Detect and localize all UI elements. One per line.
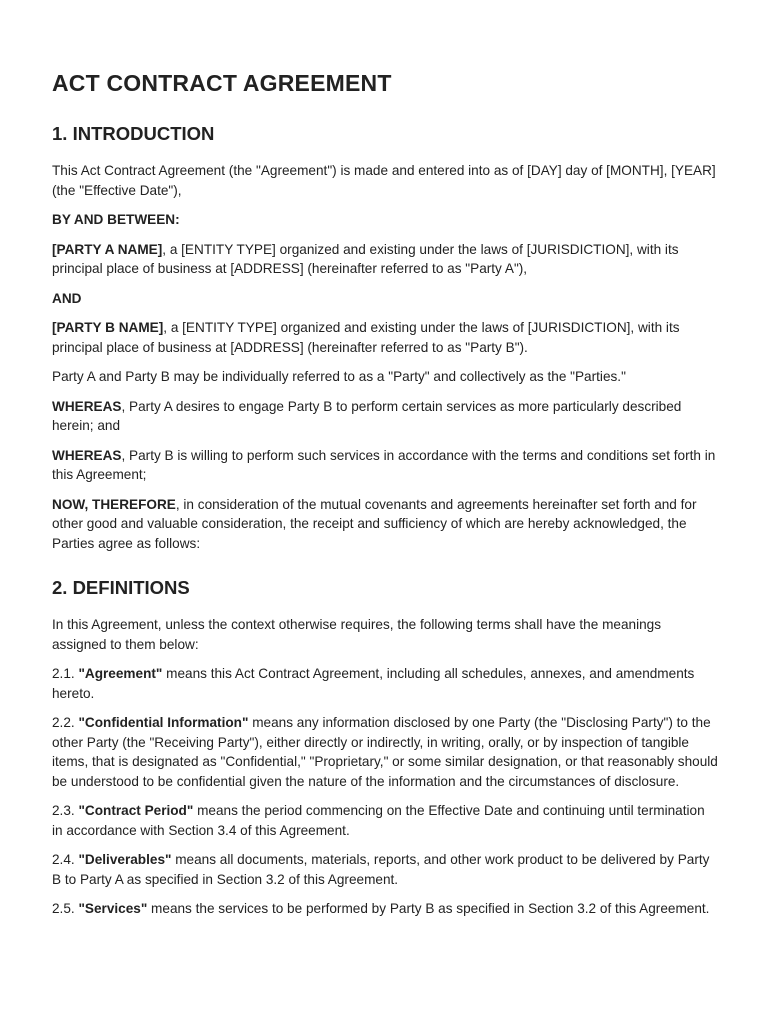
whereas-label: WHEREAS [52,398,122,414]
now-therefore-label: NOW, THEREFORE [52,496,176,512]
party-b-paragraph [52,318,718,357]
party-a-paragraph [52,240,718,279]
whereas-text: , Party A desires to engage Party B to perform certain services as more particularly described herein; and [52,398,682,433]
definition-number: 2.1. [52,666,79,681]
definition-item [52,899,718,919]
definition-term: "Confidential Information" [78,715,249,730]
party-b-name: [PARTY B NAME] [52,320,164,335]
definition-term: "Services" [78,901,148,916]
parties-paragraph: Party A and Party B may be individually referred to as a "Party" and collectively as the "Parties." [52,369,626,384]
definition-number: 2.2. [52,715,79,730]
section-heading-definitions: 2. DEFINITIONS [52,577,190,598]
definition-term: "Deliverables" [78,852,172,867]
party-b-description: , a [ENTITY TYPE] organized and existing under the laws of [JURISDICTION], with its principal place of business at [ADDRESS] (hereinafter referred to as "Party B"). [52,320,680,355]
definition-text: means any information disclosed by one Party (the "Disclosing Party") to the other Party (the "Receiving Party"), either directly or indirectly, in writing, orally, or by inspection of tangible items, that is designated as "Confidential," "Proprietary," or some similar designation, or that reasonably should be understood to be confidential given the nature of the information and the circumstances of disclosure. [52,715,718,789]
by-and-between [52,210,718,230]
definition-item [52,801,718,840]
by-and-between-label: BY AND BETWEEN: [52,212,180,227]
party-a-description: , a [ENTITY TYPE] organized and existing under the laws of [JURISDICTION], with its principal place of business at [ADDRESS] (hereinafter referred to as "Party A"), [52,241,679,276]
definition-text: means the services to be performed by Party B as specified in Section 3.2 of this Agreement. [147,901,710,916]
definition-text: means this Act Contract Agreement, including all schedules, annexes, and amendments hereto. [52,666,695,701]
definition-number: 2.4. [52,852,79,867]
definition-term: "Agreement" [78,666,163,681]
definitions-intro: In this Agreement, unless the context otherwise requires, the following terms shall have the meanings assigned to them below: [52,617,662,652]
now-therefore-text: , in consideration of the mutual covenants and agreements hereinafter set forth and for other good and valuable consideration, the receipt and sufficiency of which are hereby acknowledged, the Parties agree as follows: [52,496,697,551]
definition-item [52,713,718,791]
now-therefore-paragraph [52,495,718,554]
section-heading-introduction: 1. INTRODUCTION [52,123,215,144]
whereas-text: , Party B is willing to perform such services in accordance with the terms and conditions set forth in this Agreement; [52,447,716,482]
whereas-label: WHEREAS [52,447,122,463]
definition-item [52,850,718,889]
document-title: ACT CONTRACT AGREEMENT [52,70,392,96]
definition-term: "Contract Period" [78,803,194,818]
definition-text: means all documents, materials, reports, and other work product to be delivered by Party B to Party A as specified in Section 3.2 of this Agreement. [52,852,710,887]
definition-item [52,664,718,703]
whereas-paragraph-1 [52,397,718,436]
definition-text: means the period commencing on the Effective Date and continuing until termination in accordance with Section 3.4 of this Agreement. [52,803,705,838]
and-label: AND [52,290,82,306]
party-a-name: [PARTY A NAME] [52,241,163,257]
whereas-paragraph-2 [52,446,718,485]
definition-number: 2.5. [52,901,79,916]
intro-paragraph: This Act Contract Agreement (the "Agreement") is made and entered into as of [DAY] day of [MONTH], [YEAR] (the "Effective Date"), [52,163,716,198]
and-paragraph [52,289,718,309]
definition-number: 2.3. [52,803,79,818]
